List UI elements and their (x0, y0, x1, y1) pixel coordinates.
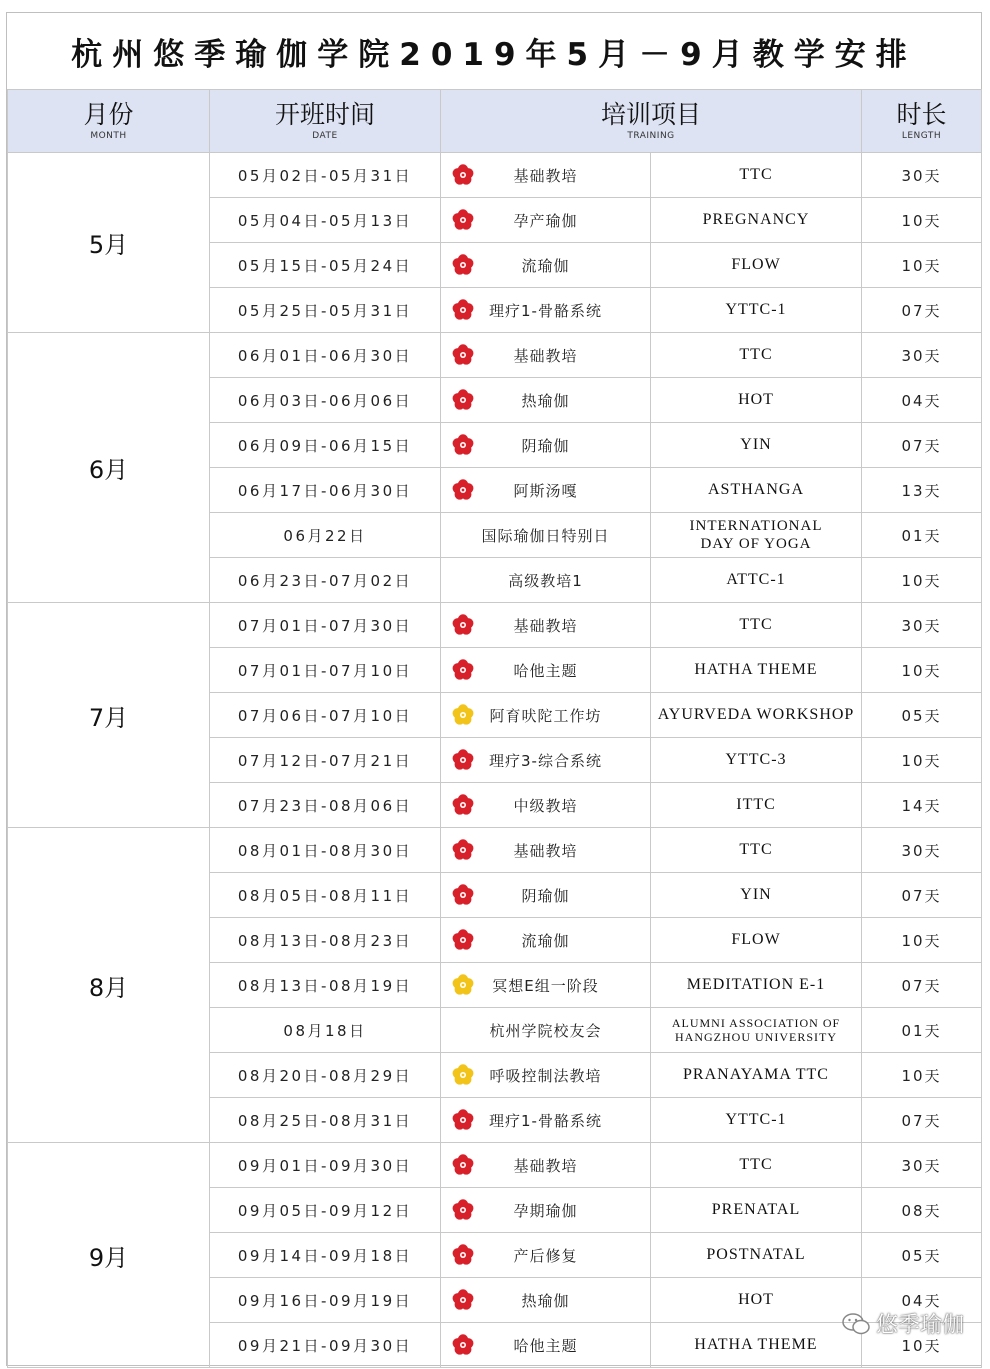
date-cell: 08月20日-08月29日 (210, 1053, 441, 1098)
training-cn-name: 中级教培 (513, 796, 578, 815)
red-flower-icon (451, 1333, 475, 1357)
training-en-cell: PRENATAL (651, 1188, 862, 1233)
date-cell: 07月06日-07月10日 (210, 693, 441, 738)
date-cell: 08月25日-08月31日 (210, 1098, 441, 1143)
header-date-en: DATE (312, 131, 338, 141)
date-cell: 08月13日-08月19日 (210, 963, 441, 1008)
length-cell: 07天 (862, 963, 982, 1008)
watermark-text: 悠季瑜伽 (875, 1313, 964, 1338)
header-training-cn: 培训项目 (601, 100, 702, 129)
length-cell: 04天 (862, 378, 982, 423)
length-cell: 13天 (862, 468, 982, 513)
training-cn-cell (441, 783, 651, 828)
training-cn-name: 哈他主题 (513, 1336, 578, 1355)
training-cn-name: 哈他主题 (513, 661, 578, 680)
training-cn-name: 国际瑜伽日特别日 (481, 526, 610, 545)
training-en-cell: ITTC (651, 783, 862, 828)
watermark (842, 1308, 964, 1339)
training-en-cell: YTTC-1 (651, 1098, 862, 1143)
training-cn-name: 冥想E组一阶段 (492, 976, 599, 995)
training-cn-name: 理疗3-综合系统 (489, 751, 602, 770)
length-cell: 04天 (862, 1278, 982, 1323)
training-en-cell (651, 1008, 862, 1053)
date-cell: 09月16日-09月19日 (210, 1278, 441, 1323)
red-flower-icon (451, 883, 475, 907)
training-cn-name: 流瑜伽 (521, 931, 570, 950)
training-cn-cell (441, 918, 651, 963)
training-cn-cell (441, 1233, 651, 1278)
month-cell: 6月 (8, 333, 210, 603)
training-cn-cell (441, 1053, 651, 1098)
month-cell: 9月 (8, 1143, 210, 1368)
training-en-cell: HATHA THEME (651, 648, 862, 693)
table-row (8, 153, 982, 198)
header-training (441, 90, 862, 153)
month-cell: 5月 (8, 153, 210, 333)
date-cell: 07月12日-07月21日 (210, 738, 441, 783)
training-cn-cell (441, 1323, 651, 1368)
date-cell: 05月02日-05月31日 (210, 153, 441, 198)
training-en-cell: HATHA THEME (651, 1323, 862, 1368)
training-en-cell: TTC (651, 603, 862, 648)
header-month-en: MONTH (90, 131, 127, 141)
training-cn-name: 热瑜伽 (521, 1291, 570, 1310)
training-cn-cell (441, 603, 651, 648)
training-en-cell: YTTC-1 (651, 288, 862, 333)
training-cn-name: 流瑜伽 (521, 256, 570, 275)
date-cell: 07月01日-07月30日 (210, 603, 441, 648)
date-cell: 06月17日-06月30日 (210, 468, 441, 513)
yellow-flower-icon (451, 703, 475, 727)
yellow-flower-icon (451, 1063, 475, 1087)
training-en-cell: TTC (651, 333, 862, 378)
training-en-cell: FLOW (651, 918, 862, 963)
red-flower-icon (451, 1288, 475, 1312)
training-en-cell: TTC (651, 828, 862, 873)
training-en-line1: INTERNATIONAL (689, 518, 823, 534)
wechat-icon (842, 1313, 870, 1335)
date-cell: 08月01日-08月30日 (210, 828, 441, 873)
training-cn-cell (441, 198, 651, 243)
table-row (8, 828, 982, 873)
training-en-cell: ATTC-1 (651, 558, 862, 603)
date-cell: 09月21日-09月30日 (210, 1323, 441, 1368)
training-en-cell: YIN (651, 873, 862, 918)
date-cell: 05月15日-05月24日 (210, 243, 441, 288)
training-cn-name: 孕产瑜伽 (513, 211, 578, 230)
length-cell: 30天 (862, 1143, 982, 1188)
red-flower-icon (451, 253, 475, 277)
date-cell: 06月03日-06月06日 (210, 378, 441, 423)
header-month-cn: 月份 (83, 100, 134, 129)
red-flower-icon (451, 208, 475, 232)
training-en-line2: HANGZHOU UNIVERSITY (675, 1030, 837, 1044)
header-length-en: LENGTH (901, 131, 942, 141)
red-flower-icon (451, 1243, 475, 1267)
length-cell: 10天 (862, 558, 982, 603)
training-cn-cell (441, 1188, 651, 1233)
training-cn-cell (441, 558, 651, 603)
training-cn-name: 理疗1-骨骼系统 (489, 1111, 602, 1130)
training-en-cell: YTTC-3 (651, 738, 862, 783)
date-cell: 06月09日-06月15日 (210, 423, 441, 468)
training-cn-cell (441, 1143, 651, 1188)
length-cell: 01天 (862, 1008, 982, 1053)
training-cn-cell (441, 873, 651, 918)
date-cell: 08月05日-08月11日 (210, 873, 441, 918)
date-cell: 05月04日-05月13日 (210, 198, 441, 243)
length-cell: 01天 (862, 513, 982, 558)
training-en-cell: PREGNANCY (651, 198, 862, 243)
length-cell: 10天 (862, 918, 982, 963)
red-flower-icon (451, 928, 475, 952)
length-cell: 30天 (862, 333, 982, 378)
training-cn-cell (441, 288, 651, 333)
schedule-body (8, 153, 982, 1368)
yellow-flower-icon (451, 973, 475, 997)
red-flower-icon (451, 343, 475, 367)
training-cn-cell (441, 1008, 651, 1053)
table-row (8, 603, 982, 648)
training-cn-cell (441, 1278, 651, 1323)
header-date-cn: 开班时间 (274, 100, 375, 129)
table-row (8, 1143, 982, 1188)
red-flower-icon (451, 388, 475, 412)
length-cell: 10天 (862, 198, 982, 243)
date-cell: 06月22日 (210, 513, 441, 558)
training-cn-name: 热瑜伽 (521, 391, 570, 410)
training-cn-name: 阴瑜伽 (521, 436, 570, 455)
training-en-cell: HOT (651, 378, 862, 423)
training-en-cell: TTC (651, 153, 862, 198)
length-cell: 10天 (862, 1323, 982, 1368)
red-flower-icon (451, 613, 475, 637)
header-length (862, 90, 982, 153)
length-cell: 07天 (862, 873, 982, 918)
training-en-cell: PRANAYAMA TTC (651, 1053, 862, 1098)
header-training-en: TRAINING (627, 131, 675, 141)
training-en-cell: MEDITATION E-1 (651, 963, 862, 1008)
length-cell: 07天 (862, 423, 982, 468)
length-cell: 10天 (862, 243, 982, 288)
schedule-frame (6, 12, 982, 1366)
training-en-cell: ASTHANGA (651, 468, 862, 513)
training-cn-cell (441, 153, 651, 198)
date-cell: 08月13日-08月23日 (210, 918, 441, 963)
month-cell: 8月 (8, 828, 210, 1143)
training-cn-name: 阿育吠陀工作坊 (489, 706, 602, 725)
training-cn-name: 阿斯汤嘎 (513, 481, 578, 500)
training-cn-name: 高级教培1 (508, 571, 583, 590)
month-cell: 7月 (8, 603, 210, 828)
length-cell: 10天 (862, 648, 982, 693)
header-month (8, 90, 210, 153)
length-cell: 30天 (862, 153, 982, 198)
red-flower-icon (451, 748, 475, 772)
date-cell: 08月18日 (210, 1008, 441, 1053)
training-cn-cell (441, 963, 651, 1008)
training-cn-cell (441, 513, 651, 558)
training-cn-cell (441, 1098, 651, 1143)
header-length-cn: 时长 (896, 100, 947, 129)
date-cell: 09月14日-09月18日 (210, 1233, 441, 1278)
red-flower-icon (451, 433, 475, 457)
red-flower-icon (451, 298, 475, 322)
red-flower-icon (451, 793, 475, 817)
red-flower-icon (451, 1198, 475, 1222)
length-cell: 07天 (862, 1098, 982, 1143)
red-flower-icon (451, 478, 475, 502)
training-cn-cell (441, 423, 651, 468)
red-flower-icon (451, 838, 475, 862)
training-cn-cell (441, 468, 651, 513)
length-cell: 05天 (862, 1233, 982, 1278)
training-cn-cell (441, 333, 651, 378)
length-cell: 07天 (862, 288, 982, 333)
length-cell: 05天 (862, 693, 982, 738)
date-cell: 05月25日-05月31日 (210, 288, 441, 333)
training-cn-name: 阴瑜伽 (521, 886, 570, 905)
length-cell: 08天 (862, 1188, 982, 1233)
date-cell: 06月23日-07月02日 (210, 558, 441, 603)
length-cell: 14天 (862, 783, 982, 828)
length-cell: 10天 (862, 1053, 982, 1098)
training-en-cell: TTC (651, 1143, 862, 1188)
training-cn-name: 基础教培 (513, 346, 578, 365)
training-cn-cell (441, 243, 651, 288)
training-en-cell: HOT (651, 1278, 862, 1323)
training-cn-name: 基础教培 (513, 1156, 578, 1175)
page-title: 杭州悠季瑜伽学院2019年5月－9月教学安排 (71, 36, 917, 73)
training-en-line1: ALUMNI ASSOCIATION OF (671, 1016, 841, 1030)
date-cell: 07月23日-08月06日 (210, 783, 441, 828)
training-cn-name: 杭州学院校友会 (489, 1021, 602, 1040)
header-date (210, 90, 441, 153)
red-flower-icon (451, 1108, 475, 1132)
training-cn-name: 孕期瑜伽 (513, 1201, 578, 1220)
date-cell: 09月01日-09月30日 (210, 1143, 441, 1188)
training-en-cell (651, 513, 862, 558)
schedule-table (7, 89, 982, 1368)
training-en-cell: AYURVEDA WORKSHOP (651, 693, 862, 738)
training-en-cell: POSTNATAL (651, 1233, 862, 1278)
length-cell: 30天 (862, 603, 982, 648)
training-en-cell: FLOW (651, 243, 862, 288)
training-cn-cell (441, 378, 651, 423)
date-cell: 09月05日-09月12日 (210, 1188, 441, 1233)
red-flower-icon (451, 163, 475, 187)
table-row (8, 333, 982, 378)
length-cell: 30天 (862, 828, 982, 873)
red-flower-icon (451, 658, 475, 682)
training-cn-name: 产后修复 (513, 1246, 578, 1265)
length-cell: 10天 (862, 738, 982, 783)
date-cell: 06月01日-06月30日 (210, 333, 441, 378)
training-cn-cell (441, 738, 651, 783)
training-en-line2: DAY OF YOGA (700, 536, 812, 552)
training-cn-cell (441, 648, 651, 693)
training-en-cell: YIN (651, 423, 862, 468)
table-header-row (8, 90, 982, 153)
training-cn-name: 基础教培 (513, 841, 578, 860)
training-cn-name: 理疗1-骨骼系统 (489, 301, 602, 320)
training-cn-name: 呼吸控制法教培 (489, 1066, 602, 1085)
date-cell: 07月01日-07月10日 (210, 648, 441, 693)
training-cn-cell (441, 828, 651, 873)
red-flower-icon (451, 1153, 475, 1177)
training-cn-cell (441, 693, 651, 738)
training-cn-name: 基础教培 (513, 616, 578, 635)
training-cn-name: 基础教培 (513, 166, 578, 185)
